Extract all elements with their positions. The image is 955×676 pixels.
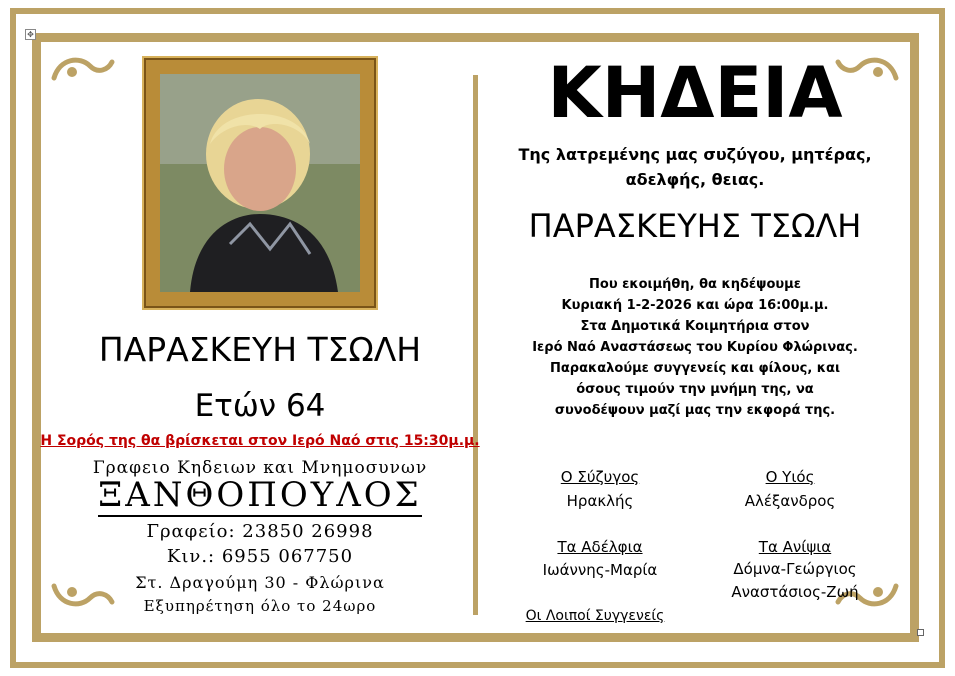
portrait-photo [160, 74, 360, 292]
son-names: Αλέξανδρος [744, 492, 836, 510]
service-hours: Εξυπηρέτηση όλο το 24ωρο [143, 597, 377, 615]
funeral-details [480, 274, 910, 421]
spouse-names: Ηρακλής [566, 492, 634, 510]
mobile-phone: Κιν.: 6955 067750 [166, 546, 354, 567]
casket-notice: Η Σορός της θα βρίσκεται στον Ιερό Ναό στις 15:30μ.μ. [40, 433, 480, 449]
detail-line: Στα Δημοτικά Κοιμητήρια στον [580, 319, 810, 334]
brand-wrap [40, 475, 480, 517]
brand-name: ΞΑΝΘΟΠΟΥΛΟΣ [98, 475, 422, 515]
intro-line-1: Της λατρεμένης μας συζύγου, μητέρας, [518, 145, 872, 164]
office-phone: Γραφείο: 23850 26998 [146, 521, 374, 542]
siblings-label: Τα Αδέλφια [557, 538, 643, 556]
nephews-names: Αναστάσιος-Ζωή [731, 583, 859, 601]
nephews-names: Δόμνα-Γεώργιος [733, 560, 857, 578]
office-address: Στ. Δραγούμη 30 - Φλώρινα [135, 573, 385, 592]
spouse-label: Ο Σύζυγος [560, 468, 640, 486]
resize-handle[interactable] [917, 629, 924, 636]
nephews-label: Τα Ανίψια [758, 538, 832, 556]
detail-line: Ιερό Ναό Αναστάσεως του Κυρίου Φλώρινας. [532, 340, 858, 355]
other-relatives-label: Οι Λοιποί Συγγενείς [525, 608, 665, 624]
detail-line: συνοδέψουν μαζί μας την εκφορά της. [554, 403, 836, 418]
detail-line: Που εκοιμήθη, θα κηδέψουμε [589, 277, 801, 292]
siblings-names: Ιωάννης-Μαρία [542, 561, 658, 579]
son-label: Ο Υιός [765, 468, 815, 486]
swirl-ornament-icon [50, 52, 116, 84]
office-heading: Γραφειο Κηδειων και Μνημοσυνων [92, 458, 428, 478]
detail-line: Κυριακή 1-2-2026 και ώρα 16:00μ.μ. [561, 298, 829, 313]
age-label: Ετών 64 [194, 388, 326, 424]
portrait-frame [146, 60, 374, 306]
detail-line: Παρακαλούμε συγγενείς και φίλους, και [549, 361, 841, 376]
intro-line-2: αδελφής, θειας. [625, 170, 765, 189]
deceased-name: ΠΑΡΑΣΚΕΥΗ ΤΣΩΛΗ [98, 330, 422, 369]
move-handle-icon[interactable]: ✥ [25, 29, 36, 40]
funeral-title: ΚΗΔΕΙΑ [547, 52, 843, 134]
detail-line: όσους τιμούν την μνήμη της, να [576, 382, 814, 397]
deceased-name-genitive: ΠΑΡΑΣΚΕΥΗΣ ΤΣΩΛΗ [528, 207, 862, 245]
